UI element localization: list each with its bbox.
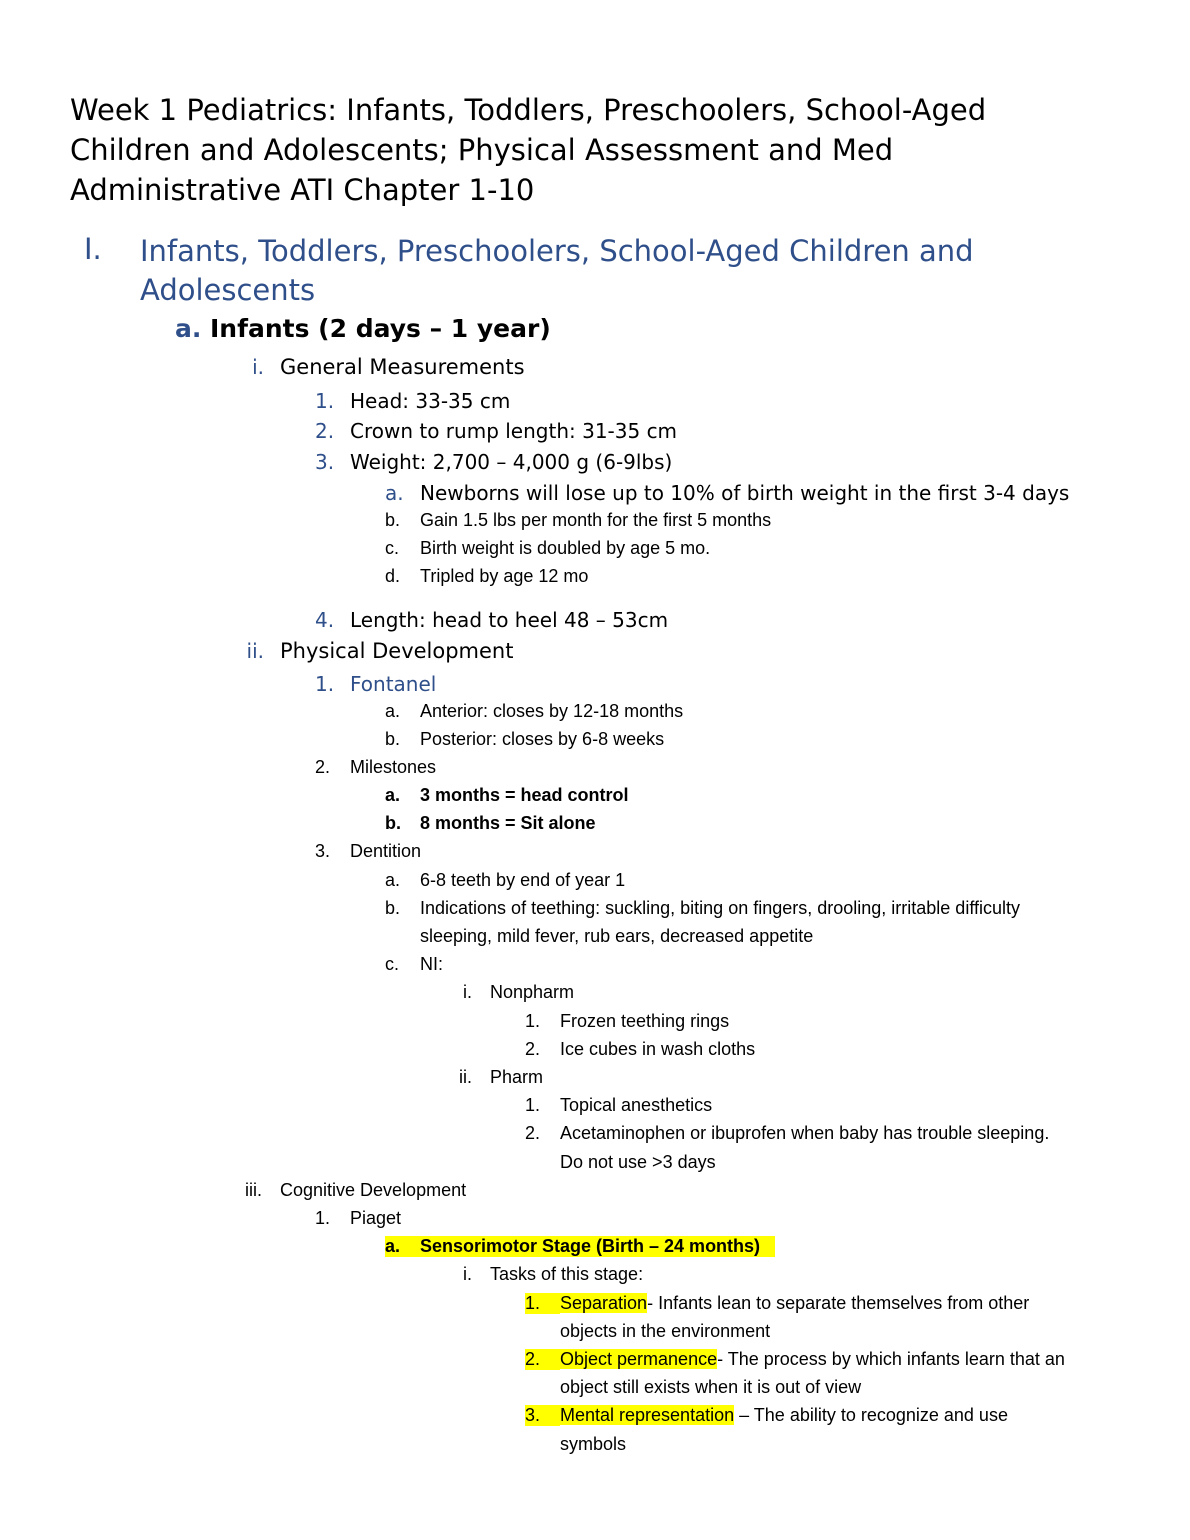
teething-indications-line-2: sleeping, mild fever, rub ears, decreased appetite	[420, 926, 814, 946]
list-marker: b.	[385, 729, 401, 749]
milestones-label: Milestones	[350, 757, 437, 777]
list-marker: a.	[385, 701, 401, 721]
list-marker: c.	[385, 538, 400, 558]
weight-note-a: Newborns will lose up to 10% of birth weight in the first 3-4 days	[420, 481, 1070, 505]
task-term: Mental representation	[560, 1405, 735, 1425]
infants-marker: a.	[175, 314, 202, 343]
document-title-line-1: Week 1 Pediatrics: Infants, Toddlers, Preschoolers, School-Aged	[70, 93, 987, 127]
section-1-marker: I.	[84, 232, 102, 266]
list-marker: b.	[385, 813, 401, 833]
weight-note-d: Tripled by age 12 mo	[420, 566, 589, 586]
task-item-object-permanence	[525, 1349, 1065, 1370]
list-marker: i.	[463, 982, 472, 1002]
frozen-teething-rings: Frozen teething rings	[560, 1011, 730, 1031]
weight-measurement: Weight: 2,700 – 4,000 g (6-9lbs)	[350, 450, 673, 474]
nursing-interventions-label: NI:	[420, 954, 444, 974]
list-marker: 3.	[525, 1405, 560, 1426]
weight-note-b: Gain 1.5 lbs per month for the first 5 months	[420, 510, 772, 530]
list-marker: 1.	[315, 389, 335, 413]
document-title-line-3: Administrative ATI Chapter 1-10	[70, 173, 535, 207]
weight-note-c: Birth weight is doubled by age 5 mo.	[420, 538, 711, 558]
list-marker: 4.	[315, 608, 335, 632]
list-marker: 2.	[525, 1349, 560, 1370]
list-marker: ii.	[459, 1067, 472, 1087]
list-marker: 2.	[525, 1123, 541, 1143]
list-marker: b.	[385, 898, 401, 918]
physical-marker: ii.	[246, 639, 264, 663]
list-marker: d.	[385, 566, 401, 586]
task-definition-continued: symbols	[560, 1434, 627, 1454]
list-marker: a.	[385, 785, 401, 805]
physical-development-label: Physical Development	[280, 639, 514, 663]
list-marker: 1.	[525, 1293, 560, 1314]
milestone-sit-alone: 8 months = Sit alone	[420, 813, 596, 833]
section-1-heading-line-2: Adolescents	[140, 273, 316, 307]
list-marker: 1.	[525, 1011, 541, 1031]
length-measurement: Length: head to heel 48 – 53cm	[350, 608, 669, 632]
sensorimotor-stage: Sensorimotor Stage (Birth – 24 months)	[420, 1236, 761, 1256]
general-measurements-label: General Measurements	[280, 355, 525, 379]
fontanel-label: Fontanel	[350, 672, 437, 696]
task-definition: – The ability to recognize and use	[734, 1405, 1008, 1425]
acetaminophen-line-1: Acetaminophen or ibuprofen when baby has trouble sleeping.	[560, 1123, 1050, 1143]
general-marker: i.	[252, 355, 264, 379]
head-measurement: Head: 33-35 cm	[350, 389, 511, 413]
list-marker: 2.	[315, 757, 331, 777]
list-marker: 2.	[525, 1039, 541, 1059]
list-marker: 1.	[315, 672, 335, 696]
sensorimotor-stage-highlight	[385, 1236, 775, 1257]
section-1-heading-line-1: Infants, Toddlers, Preschoolers, School-Aged Children and	[140, 234, 974, 268]
ice-cubes-wash-cloths: Ice cubes in wash cloths	[560, 1039, 756, 1059]
list-marker: a.	[385, 481, 404, 505]
posterior-fontanel: Posterior: closes by 6-8 weeks	[420, 729, 665, 749]
task-definition-continued: object still exists when it is out of view	[560, 1377, 862, 1397]
cognitive-development-label: Cognitive Development	[280, 1180, 467, 1200]
task-term: Object permanence	[560, 1349, 718, 1369]
teeth-by-year-one: 6-8 teeth by end of year 1	[420, 870, 626, 890]
tasks-label: Tasks of this stage:	[490, 1264, 644, 1284]
list-marker: a.	[385, 1236, 401, 1256]
infants-heading: Infants (2 days – 1 year)	[210, 314, 551, 343]
task-item-separation	[525, 1293, 1029, 1314]
list-marker: 3.	[315, 841, 331, 861]
task-item-mental-representation	[525, 1405, 1008, 1426]
list-marker: i.	[463, 1264, 472, 1284]
list-marker: b.	[385, 510, 401, 530]
list-marker: c.	[385, 954, 400, 974]
piaget-label: Piaget	[350, 1208, 402, 1228]
list-marker: 2.	[315, 419, 335, 443]
anterior-fontanel: Anterior: closes by 12-18 months	[420, 701, 684, 721]
cognitive-marker: iii.	[245, 1180, 262, 1200]
acetaminophen-line-2: Do not use >3 days	[560, 1152, 716, 1172]
list-marker: 1.	[525, 1095, 541, 1115]
crown-rump-measurement: Crown to rump length: 31-35 cm	[350, 419, 678, 443]
task-definition: - The process by which infants learn that an	[717, 1349, 1065, 1369]
document-title-line-2: Children and Adolescents; Physical Assessment and Med	[70, 133, 894, 167]
task-definition: - Infants lean to separate themselves from other	[647, 1293, 1030, 1313]
topical-anesthetics: Topical anesthetics	[560, 1095, 713, 1115]
milestone-head-control: 3 months = head control	[420, 785, 629, 805]
list-marker: 3.	[315, 450, 335, 474]
pharm-label: Pharm	[490, 1067, 544, 1087]
nonpharm-label: Nonpharm	[490, 982, 575, 1002]
task-definition-continued: objects in the environment	[560, 1321, 771, 1341]
dentition-label: Dentition	[350, 841, 422, 861]
list-marker: 1.	[315, 1208, 331, 1228]
task-term: Separation	[560, 1293, 648, 1313]
teething-indications-line-1: Indications of teething: suckling, biting on fingers, drooling, irritable difficulty	[420, 898, 1021, 918]
list-marker: a.	[385, 870, 401, 890]
